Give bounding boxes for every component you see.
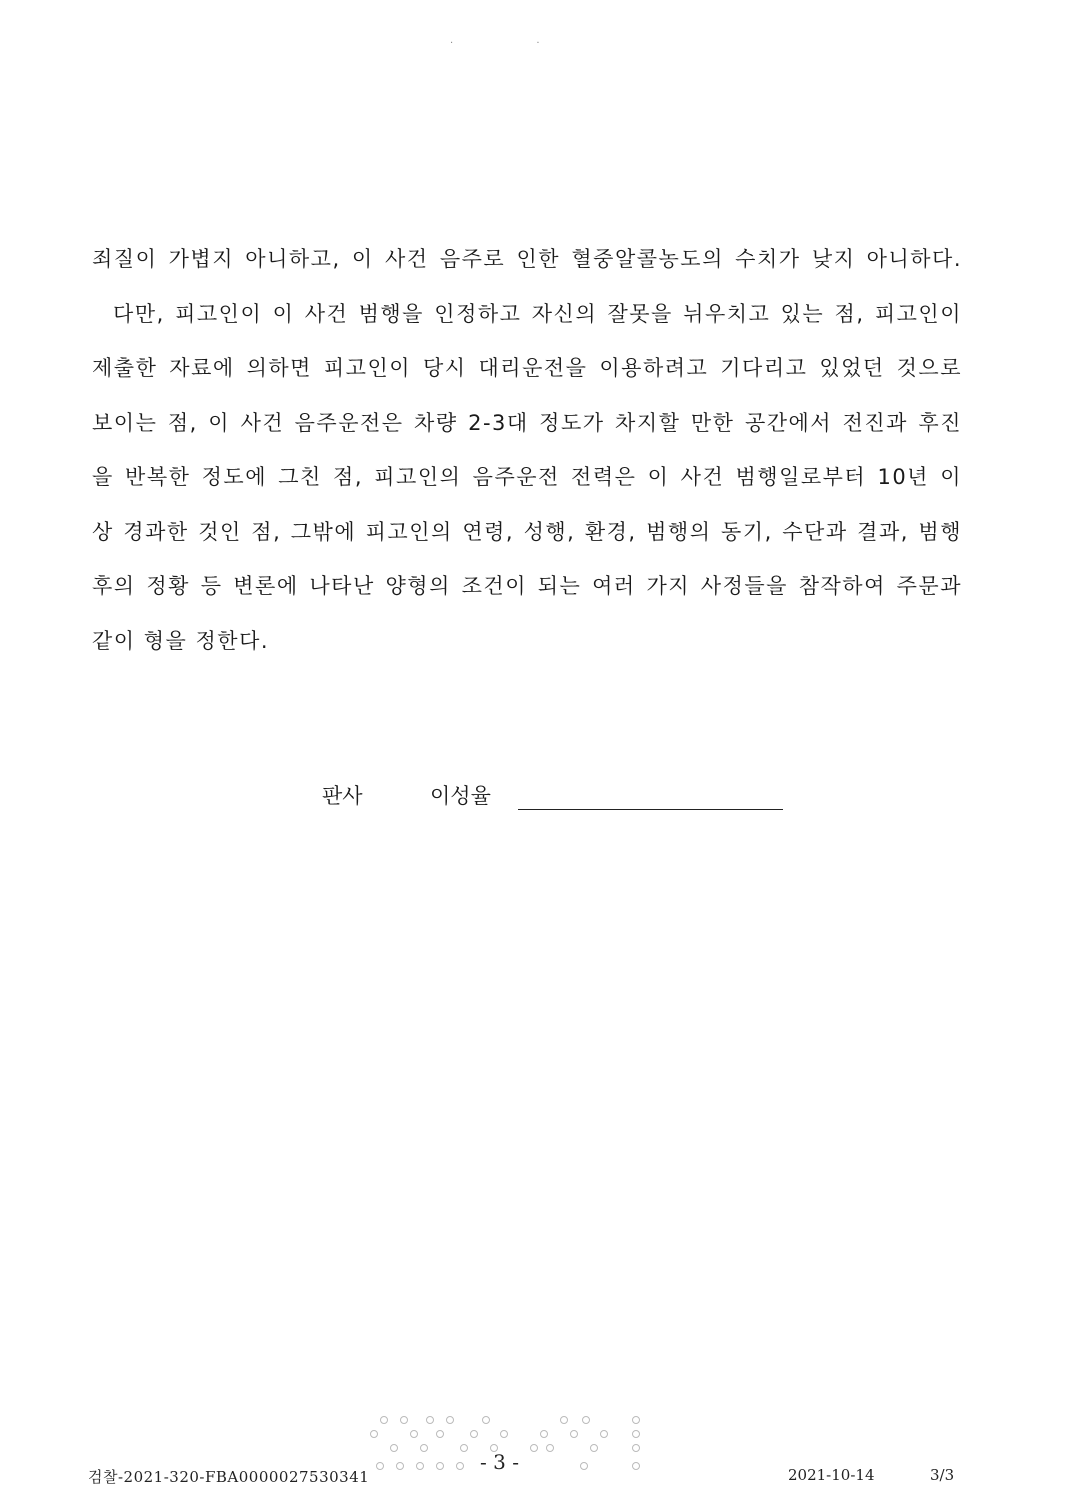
page-count: 3/3 [930,1466,955,1484]
document-id: 검찰-2021-320-FBA0000027530341 [88,1468,370,1486]
body-line-5: 을 반복한 정도에 그친 점, 피고인의 음주운전 전력은 이 사건 범행일로부터 10년 이 [92,465,962,489]
body-line-1: 죄질이 가볍지 아니하고, 이 사건 음주로 인한 혈중알콜농도의 수치가 낮지 아니하다. [92,247,962,271]
page-number: - 3 - [480,1450,519,1474]
body-line-8: 같이 형을 정한다. [92,628,270,653]
judgment-body [92,232,962,668]
issue-date: 2021-10-14 [788,1466,875,1484]
judge-title: 판사 [322,784,363,808]
body-line-3: 제출한 자료에 의하면 피고인이 당시 대리운전을 이용하려고 기다리고 있었던 것으로 [92,356,962,380]
judge-name: 이성율 [430,784,491,808]
scan-marks: · · [450,38,580,49]
judge-signature-block [322,780,783,810]
body-line-4: 보이는 점, 이 사건 음주운전은 차량 2-3대 정도가 차지할 만한 공간에서 전진과 후진 [92,410,962,435]
signature-line [518,787,783,810]
body-line-7: 후의 정황 등 변론에 나타난 양형의 조건이 되는 여러 가지 사정들을 참작하여 주문과 [92,574,962,598]
body-line-2: 다만, 피고인이 이 사건 범행을 인정하고 자신의 잘못을 뉘우치고 있는 점, 피고인이 [113,301,962,326]
body-line-6: 상 경과한 것인 점, 그밖에 피고인의 연령, 성행, 환경, 범행의 동기, 수단과 결과, 범행 [92,519,962,544]
